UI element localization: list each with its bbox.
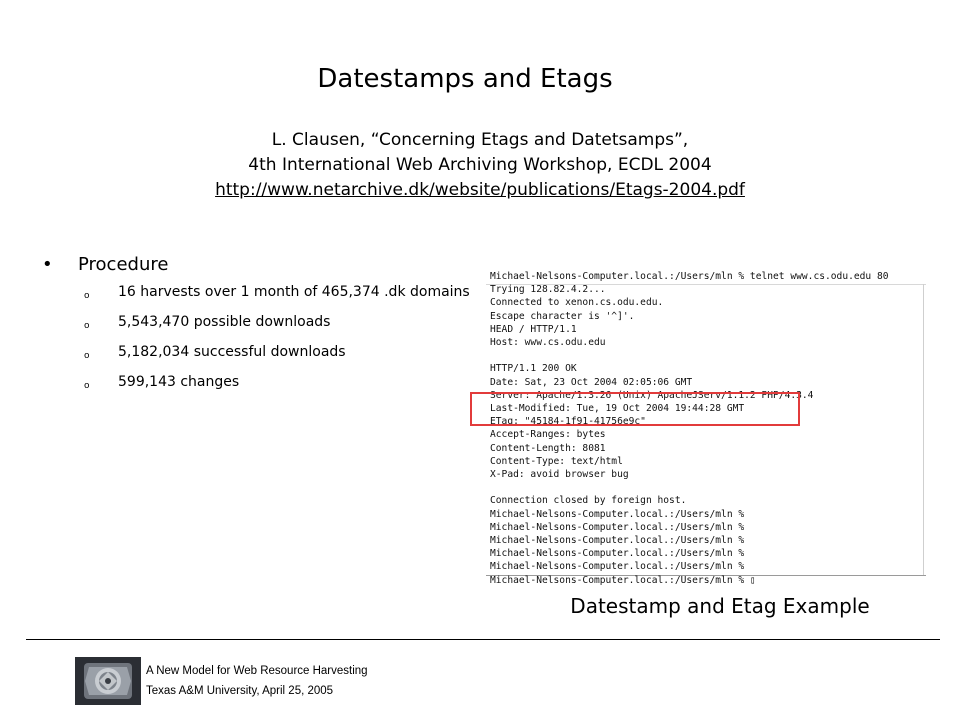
terminal-line: Michael-Nelsons-Computer.local.:/Users/mln % <box>490 508 745 520</box>
footer-divider <box>26 639 940 640</box>
bullet-marker: • <box>42 254 53 275</box>
terminal-line: Content-Type: text/html <box>490 455 623 467</box>
terminal-line <box>490 481 889 494</box>
terminal-line: Michael-Nelsons-Computer.local.:/Users/mln % <box>490 535 745 547</box>
terminal-line: Date: Sat, 23 Oct 2004 02:05:06 GMT <box>490 376 693 388</box>
terminal-line <box>490 349 889 362</box>
terminal-line: Connected to xenon.cs.odu.edu. <box>490 297 664 309</box>
sub-bullet-text: 5,182,034 successful downloads <box>118 344 346 360</box>
sub-bullet-item <box>84 283 472 305</box>
sub-bullet-text: 5,543,470 possible downloads <box>118 314 331 330</box>
sub-bullet-marker: o <box>84 321 90 331</box>
sub-bullet-text: 599,143 changes <box>118 374 240 390</box>
etag-highlight-box <box>470 392 800 426</box>
citation-venue: 4th International Web Archiving Workshop, ECDL 2004 <box>248 155 712 175</box>
sub-bullet-marker: o <box>84 351 90 361</box>
terminal-line: Michael-Nelsons-Computer.local.:/Users/mln % <box>490 561 745 573</box>
sub-bullet-item <box>84 373 472 395</box>
bullet-procedure <box>42 254 472 275</box>
terminal-line: ETag: "45184-1f91-41756e9c" <box>490 416 646 428</box>
figure-caption: Datestamp and Etag Example <box>570 594 870 618</box>
slide-title: Datestamps and Etags <box>317 64 613 94</box>
bullet-list <box>42 254 472 403</box>
terminal-line: Last-Modified: Tue, 19 Oct 2004 19:44:28 GMT <box>490 403 745 415</box>
terminal-border-right <box>923 284 924 576</box>
terminal-line: Michael-Nelsons-Computer.local.:/Users/mln % telnet www.cs.odu.edu 80 <box>490 271 889 282</box>
terminal-line: Michael-Nelsons-Computer.local.:/Users/mln % ▯ <box>490 574 756 586</box>
terminal-line: Server: Apache/1.3.26 (Unix) ApacheJServ/1.1.2 PHP/4.3.4 <box>490 389 814 401</box>
terminal-line: Host: www.cs.odu.edu <box>490 337 606 349</box>
terminal-line: Accept-Ranges: bytes <box>490 429 606 441</box>
sub-bullet-list <box>84 283 472 395</box>
terminal-line: Connection closed by foreign host. <box>490 495 687 507</box>
sub-bullet-item <box>84 313 472 335</box>
terminal-line: Michael-Nelsons-Computer.local.:/Users/mln % <box>490 521 745 533</box>
sub-bullet-item <box>84 343 472 365</box>
terminal-line: Michael-Nelsons-Computer.local.:/Users/mln % <box>490 548 745 560</box>
footer-text <box>146 661 368 701</box>
sub-bullet-marker: o <box>84 291 90 301</box>
citation <box>0 128 960 203</box>
citation-author-title: L. Clausen, “Concerning Etags and Datetsamps”, <box>271 130 689 150</box>
camera-shutter-logo-icon <box>75 657 141 705</box>
sub-bullet-marker: o <box>84 381 90 391</box>
terminal-output <box>490 270 889 587</box>
footer-presentation-title: A New Model for Web Resource Harvesting <box>146 665 368 677</box>
terminal-line: HTTP/1.1 200 OK <box>490 363 577 375</box>
bullet-heading: Procedure <box>78 254 169 275</box>
terminal-line: Content-Length: 8081 <box>490 442 606 454</box>
sub-bullet-text: 16 harvests over 1 month of 465,374 .dk domains <box>118 284 470 300</box>
terminal-line: Trying 128.82.4.2... <box>490 284 606 296</box>
footer-venue-date: Texas A&M University, April 25, 2005 <box>146 685 334 697</box>
citation-link[interactable]: http://www.netarchive.dk/website/publications/Etags-2004.pdf <box>215 180 745 200</box>
terminal-line: Escape character is '^]'. <box>490 310 635 322</box>
terminal-line: HEAD / HTTP/1.1 <box>490 323 577 335</box>
terminal-line: X-Pad: avoid browser bug <box>490 469 629 481</box>
